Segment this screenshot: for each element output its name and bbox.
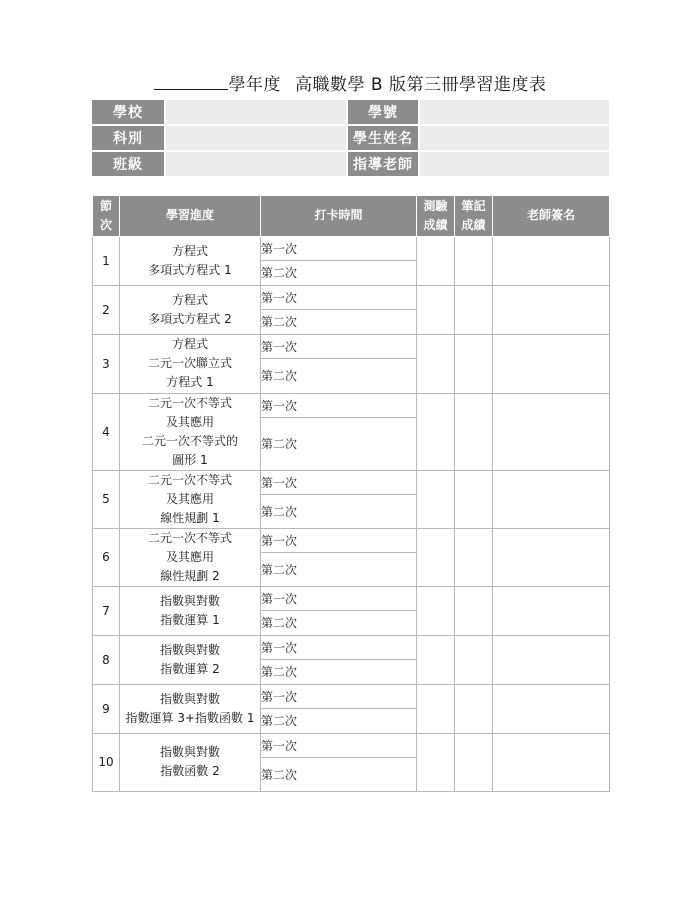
test-score-cell[interactable] bbox=[417, 684, 455, 733]
section-number: 6 bbox=[93, 528, 120, 586]
section-number: 5 bbox=[93, 470, 120, 528]
test-score-cell[interactable] bbox=[417, 393, 455, 470]
notes-score-cell[interactable] bbox=[455, 236, 493, 285]
second-attempt-cell[interactable]: 第二次 bbox=[261, 358, 417, 393]
test-score-cell[interactable] bbox=[417, 586, 455, 635]
progress-table bbox=[92, 196, 610, 792]
second-attempt-cell[interactable]: 第二次 bbox=[261, 757, 417, 791]
table-row bbox=[93, 236, 610, 260]
first-attempt-cell[interactable]: 第一次 bbox=[261, 586, 417, 610]
notes-score-cell[interactable] bbox=[455, 334, 493, 393]
school-field[interactable] bbox=[166, 100, 346, 124]
header-signature: 老師簽名 bbox=[493, 196, 610, 236]
signature-cell[interactable] bbox=[493, 393, 610, 470]
test-score-cell[interactable] bbox=[417, 334, 455, 393]
dept-label: 科別 bbox=[92, 126, 164, 150]
section-number: 7 bbox=[93, 586, 120, 635]
topic-cell: 指數與對數 指數運算 3+指數函數 1 bbox=[120, 684, 261, 733]
table-row bbox=[93, 470, 610, 494]
topic-cell: 指數與對數 指數運算 2 bbox=[120, 635, 261, 684]
signature-cell[interactable] bbox=[493, 528, 610, 586]
dept-field[interactable] bbox=[166, 126, 346, 150]
signature-cell[interactable] bbox=[493, 733, 610, 791]
signature-cell[interactable] bbox=[493, 334, 610, 393]
second-attempt-cell[interactable]: 第二次 bbox=[261, 260, 417, 285]
first-attempt-cell[interactable]: 第一次 bbox=[261, 528, 417, 552]
table-row bbox=[93, 393, 610, 417]
second-attempt-cell[interactable]: 第二次 bbox=[261, 417, 417, 470]
topic-cell: 方程式 二元一次聯立式 方程式 1 bbox=[120, 334, 261, 393]
student-name-field[interactable] bbox=[420, 126, 609, 150]
table-row bbox=[93, 586, 610, 610]
notes-score-cell[interactable] bbox=[455, 684, 493, 733]
page-title bbox=[0, 70, 700, 95]
section-number: 1 bbox=[93, 236, 120, 285]
table-row bbox=[93, 635, 610, 659]
topic-cell: 方程式 多項式方程式 2 bbox=[120, 285, 261, 334]
header-section: 節 次 bbox=[93, 196, 120, 236]
second-attempt-cell[interactable]: 第二次 bbox=[261, 552, 417, 586]
second-attempt-cell[interactable]: 第二次 bbox=[261, 610, 417, 635]
signature-cell[interactable] bbox=[493, 236, 610, 285]
second-attempt-cell[interactable]: 第二次 bbox=[261, 309, 417, 334]
topic-cell: 二元一次不等式 及其應用 線性規劃 2 bbox=[120, 528, 261, 586]
teacher-field[interactable] bbox=[420, 152, 609, 176]
student-id-field[interactable] bbox=[420, 100, 609, 124]
notes-score-cell[interactable] bbox=[455, 528, 493, 586]
notes-score-cell[interactable] bbox=[455, 586, 493, 635]
topic-cell: 方程式 多項式方程式 1 bbox=[120, 236, 261, 285]
info-row-dept bbox=[92, 126, 609, 150]
topic-cell: 指數與對數 指數運算 1 bbox=[120, 586, 261, 635]
title-year-suffix: 學年度 bbox=[228, 75, 281, 95]
student-info-block bbox=[92, 100, 609, 178]
first-attempt-cell[interactable]: 第一次 bbox=[261, 684, 417, 708]
notes-score-cell[interactable] bbox=[455, 470, 493, 528]
first-attempt-cell[interactable]: 第一次 bbox=[261, 393, 417, 417]
test-score-cell[interactable] bbox=[417, 236, 455, 285]
signature-cell[interactable] bbox=[493, 635, 610, 684]
table-row bbox=[93, 528, 610, 552]
class-label: 班級 bbox=[92, 152, 164, 176]
student-name-label: 學生姓名 bbox=[348, 126, 418, 150]
section-number: 9 bbox=[93, 684, 120, 733]
test-score-cell[interactable] bbox=[417, 733, 455, 791]
first-attempt-cell[interactable]: 第一次 bbox=[261, 733, 417, 757]
second-attempt-cell[interactable]: 第二次 bbox=[261, 708, 417, 733]
topic-cell: 指數與對數 指數函數 2 bbox=[120, 733, 261, 791]
info-row-school bbox=[92, 100, 609, 124]
section-number: 2 bbox=[93, 285, 120, 334]
test-score-cell[interactable] bbox=[417, 528, 455, 586]
first-attempt-cell[interactable]: 第一次 bbox=[261, 236, 417, 260]
notes-score-cell[interactable] bbox=[455, 635, 493, 684]
teacher-label: 指導老師 bbox=[348, 152, 418, 176]
test-score-cell[interactable] bbox=[417, 285, 455, 334]
first-attempt-cell[interactable]: 第一次 bbox=[261, 470, 417, 494]
signature-cell[interactable] bbox=[493, 684, 610, 733]
section-number: 10 bbox=[93, 733, 120, 791]
second-attempt-cell[interactable]: 第二次 bbox=[261, 659, 417, 684]
table-row bbox=[93, 733, 610, 757]
test-score-cell[interactable] bbox=[417, 635, 455, 684]
section-number: 4 bbox=[93, 393, 120, 470]
header-progress: 學習進度 bbox=[120, 196, 261, 236]
section-number: 8 bbox=[93, 635, 120, 684]
table-row bbox=[93, 684, 610, 708]
second-attempt-cell[interactable]: 第二次 bbox=[261, 494, 417, 528]
signature-cell[interactable] bbox=[493, 586, 610, 635]
signature-cell[interactable] bbox=[493, 470, 610, 528]
progress-table-body bbox=[93, 236, 610, 791]
signature-cell[interactable] bbox=[493, 285, 610, 334]
first-attempt-cell[interactable]: 第一次 bbox=[261, 635, 417, 659]
table-row bbox=[93, 285, 610, 309]
test-score-cell[interactable] bbox=[417, 470, 455, 528]
first-attempt-cell[interactable]: 第一次 bbox=[261, 334, 417, 358]
topic-cell: 二元一次不等式 及其應用 線性規劃 1 bbox=[120, 470, 261, 528]
class-field[interactable] bbox=[166, 152, 346, 176]
student-id-label: 學號 bbox=[348, 100, 418, 124]
info-row-class bbox=[92, 152, 609, 176]
notes-score-cell[interactable] bbox=[455, 733, 493, 791]
notes-score-cell[interactable] bbox=[455, 393, 493, 470]
notes-score-cell[interactable] bbox=[455, 285, 493, 334]
section-number: 3 bbox=[93, 334, 120, 393]
header-notes-score: 筆記 成績 bbox=[455, 196, 493, 236]
title-main: 高職數學 B 版第三冊學習進度表 bbox=[295, 75, 547, 95]
header-checkin: 打卡時間 bbox=[261, 196, 417, 236]
first-attempt-cell[interactable]: 第一次 bbox=[261, 285, 417, 309]
school-label: 學校 bbox=[92, 100, 164, 124]
school-year-blank bbox=[154, 73, 228, 90]
header-test-score: 測驗 成績 bbox=[417, 196, 455, 236]
table-row bbox=[93, 334, 610, 358]
topic-cell: 二元一次不等式 及其應用 二元一次不等式的 圖形 1 bbox=[120, 393, 261, 470]
